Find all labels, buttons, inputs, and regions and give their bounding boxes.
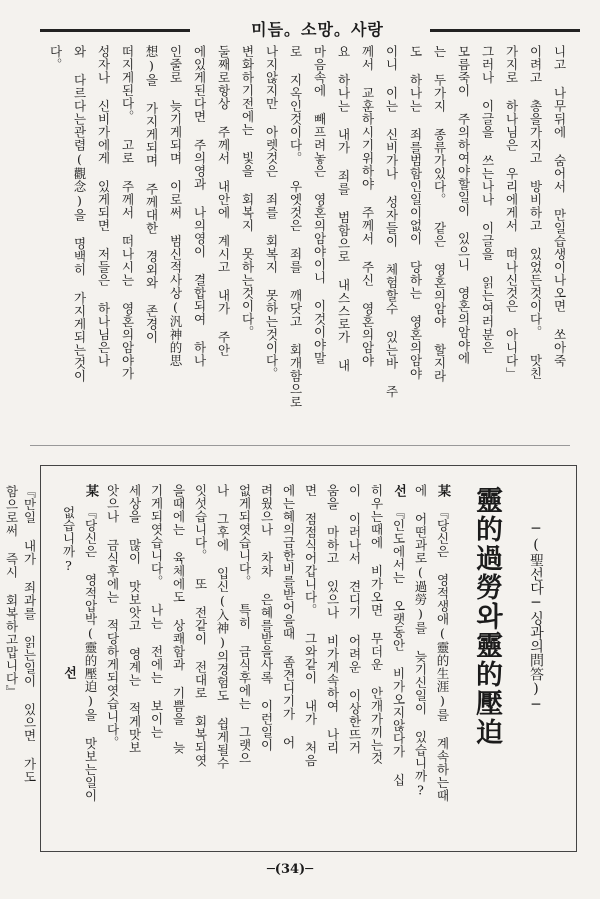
qa-line: 나 그후에 입신(入神)의경험도 쉽게될수 bbox=[215, 484, 230, 770]
qa-line: 에는혜의금한비를받어을때 좀견디기가 어 bbox=[281, 484, 296, 749]
header-rule-right bbox=[430, 29, 580, 32]
text-line: 는 두가지 종류가있다。 같은 영혼의암야 할지라 bbox=[432, 45, 447, 383]
qa-line: 함으로써 즉시 회복하고맙니다』 bbox=[4, 485, 19, 698]
speaker-label-q: 某 bbox=[435, 484, 450, 498]
qa-box bbox=[40, 465, 577, 852]
text-line: 이려고 총을가지고 방비하고 있었든것이다。 맛친 bbox=[528, 45, 543, 380]
text-line: 떠지게된다。 고로 주께서 떠나시는 영혼의암야가 bbox=[120, 45, 135, 380]
text-line: 께서 교훈하시기위하야 주께서 주신 영혼의암야 bbox=[360, 45, 375, 367]
text-line: 와 다르다는관렴(觀念)을 명백히 가지게되는것이 bbox=[72, 45, 87, 383]
text-line: 둘째로항상 주께서 내안에 계시고 내가 주안 bbox=[216, 45, 231, 357]
text-line: 성자나 신비가에게 있게되면 저들은 하나님은나 bbox=[96, 45, 111, 367]
text-line: 니고 나무뒤에 숨어서 만일습생이나오면 쏘아죽 bbox=[552, 45, 567, 367]
page-number: ─(34)─ bbox=[266, 862, 314, 877]
speaker-label-q: 某 bbox=[83, 484, 98, 498]
article-body bbox=[30, 45, 570, 440]
qa-title: 靈的過勞와靈的壓迫 bbox=[471, 486, 502, 747]
text-line: 에있게된다면 주의영과 나의영이 결합되여 하나 bbox=[192, 45, 207, 367]
qa-line: 려웠으나 차차 은혜를받을사록 이런일이 bbox=[259, 484, 274, 752]
qa-line: 앗으나 금식후에는 적당하게되엿습니다。 bbox=[105, 484, 120, 749]
qa-line: 세상을 많이 맛보앗고 영계는 적게맛보 bbox=[127, 484, 142, 754]
text-line: 이니 이는 신비가나 성자들이 체험할수 있는바 주 bbox=[384, 45, 399, 398]
qa-line: 이 이러나서 견디기 어려운 이상한뜨거 bbox=[347, 484, 362, 754]
qa-line: 『만일 내가 죄과를 읽는일이 있으면 가도 bbox=[22, 485, 37, 784]
qa-line: 기게되엿습니다。 나는 전에는 보이는 bbox=[149, 484, 164, 739]
qa-line: 면 점점식어갑니다。 그와같이 내가 처음 bbox=[303, 484, 318, 767]
speaker-label-a: 선 bbox=[391, 484, 406, 498]
header bbox=[40, 20, 580, 40]
qa-line: 을때에는 육체에도 상쾌함과 기쁨을 늦 bbox=[171, 484, 186, 754]
qa-line: 『당신은 영적압박(靈的壓迫)을 맛보는일이 bbox=[83, 506, 98, 802]
text-line: 변화하기전에는 빛을 회복지 못하는것이다。 bbox=[240, 45, 255, 339]
qa-line: 에 어떤과로(過勞)를 늦기신일이 있습니까? bbox=[413, 484, 428, 798]
speaker-label-a: 선 bbox=[61, 666, 76, 680]
text-line: 요 하나는 내가 죄를 범함으로 내스스로가 내 bbox=[336, 45, 351, 372]
qa-line: 『인도에서는 오랫동안 비가오지않다가 십 bbox=[391, 506, 406, 787]
text-line: 그러나 이글을 쓰는나나 이글을 읽는여러분은 bbox=[480, 45, 495, 354]
text-line: 나지않지만 아렛것은 죄를 회복지 못하는것이다。 bbox=[264, 45, 279, 380]
qa-line: 히우는때에 비가오면 무더운 안개가끼는것 bbox=[369, 484, 384, 765]
qa-subtitle: ─(聖선다─싱과의問答)─ bbox=[528, 521, 544, 713]
qa-line: 없습니까? bbox=[61, 506, 76, 574]
text-line: 想)을 가지게되며 주께대한 경외와 존경이 bbox=[144, 45, 159, 344]
qa-line: 『당신은 영적생애(靈的生涯)를 계속하는때 bbox=[435, 506, 450, 802]
text-line: 인줄로 늦기게되며 이로써 범신적사상(汎神的思 bbox=[168, 45, 183, 367]
text-line: 로 지옥인것이다。 우엣것은 죄를 깨닷고 회개함으로 bbox=[288, 45, 303, 409]
section-divider bbox=[30, 445, 570, 446]
qa-line: 없게되엿습니다。 특히 금식후에는 그랫으 bbox=[237, 484, 252, 765]
text-line: 마음속에 빼프려놓은 영혼의암야이니 이것이야말 bbox=[312, 45, 327, 365]
header-title: 미듬。소망。사랑 bbox=[230, 20, 405, 40]
text-line: 다。 bbox=[48, 45, 63, 71]
text-line: 가지로 하나님은 우리에게서 떠나신것은 아니다」 bbox=[504, 45, 519, 380]
text-line: 도 하나는 죄를범함인일이없이 당하는 영혼의암야 bbox=[408, 45, 423, 380]
qa-line: 잇섯습니다。 또 전같이 전대로 회복되엿 bbox=[193, 484, 208, 767]
qa-line: 움을 마하고 있으나 비가게속하여 나리 bbox=[325, 484, 340, 754]
header-rule-left bbox=[40, 29, 190, 32]
text-line: 모름죽이 주의하여야할일이 있으니 영혼의암야에 bbox=[456, 45, 471, 365]
